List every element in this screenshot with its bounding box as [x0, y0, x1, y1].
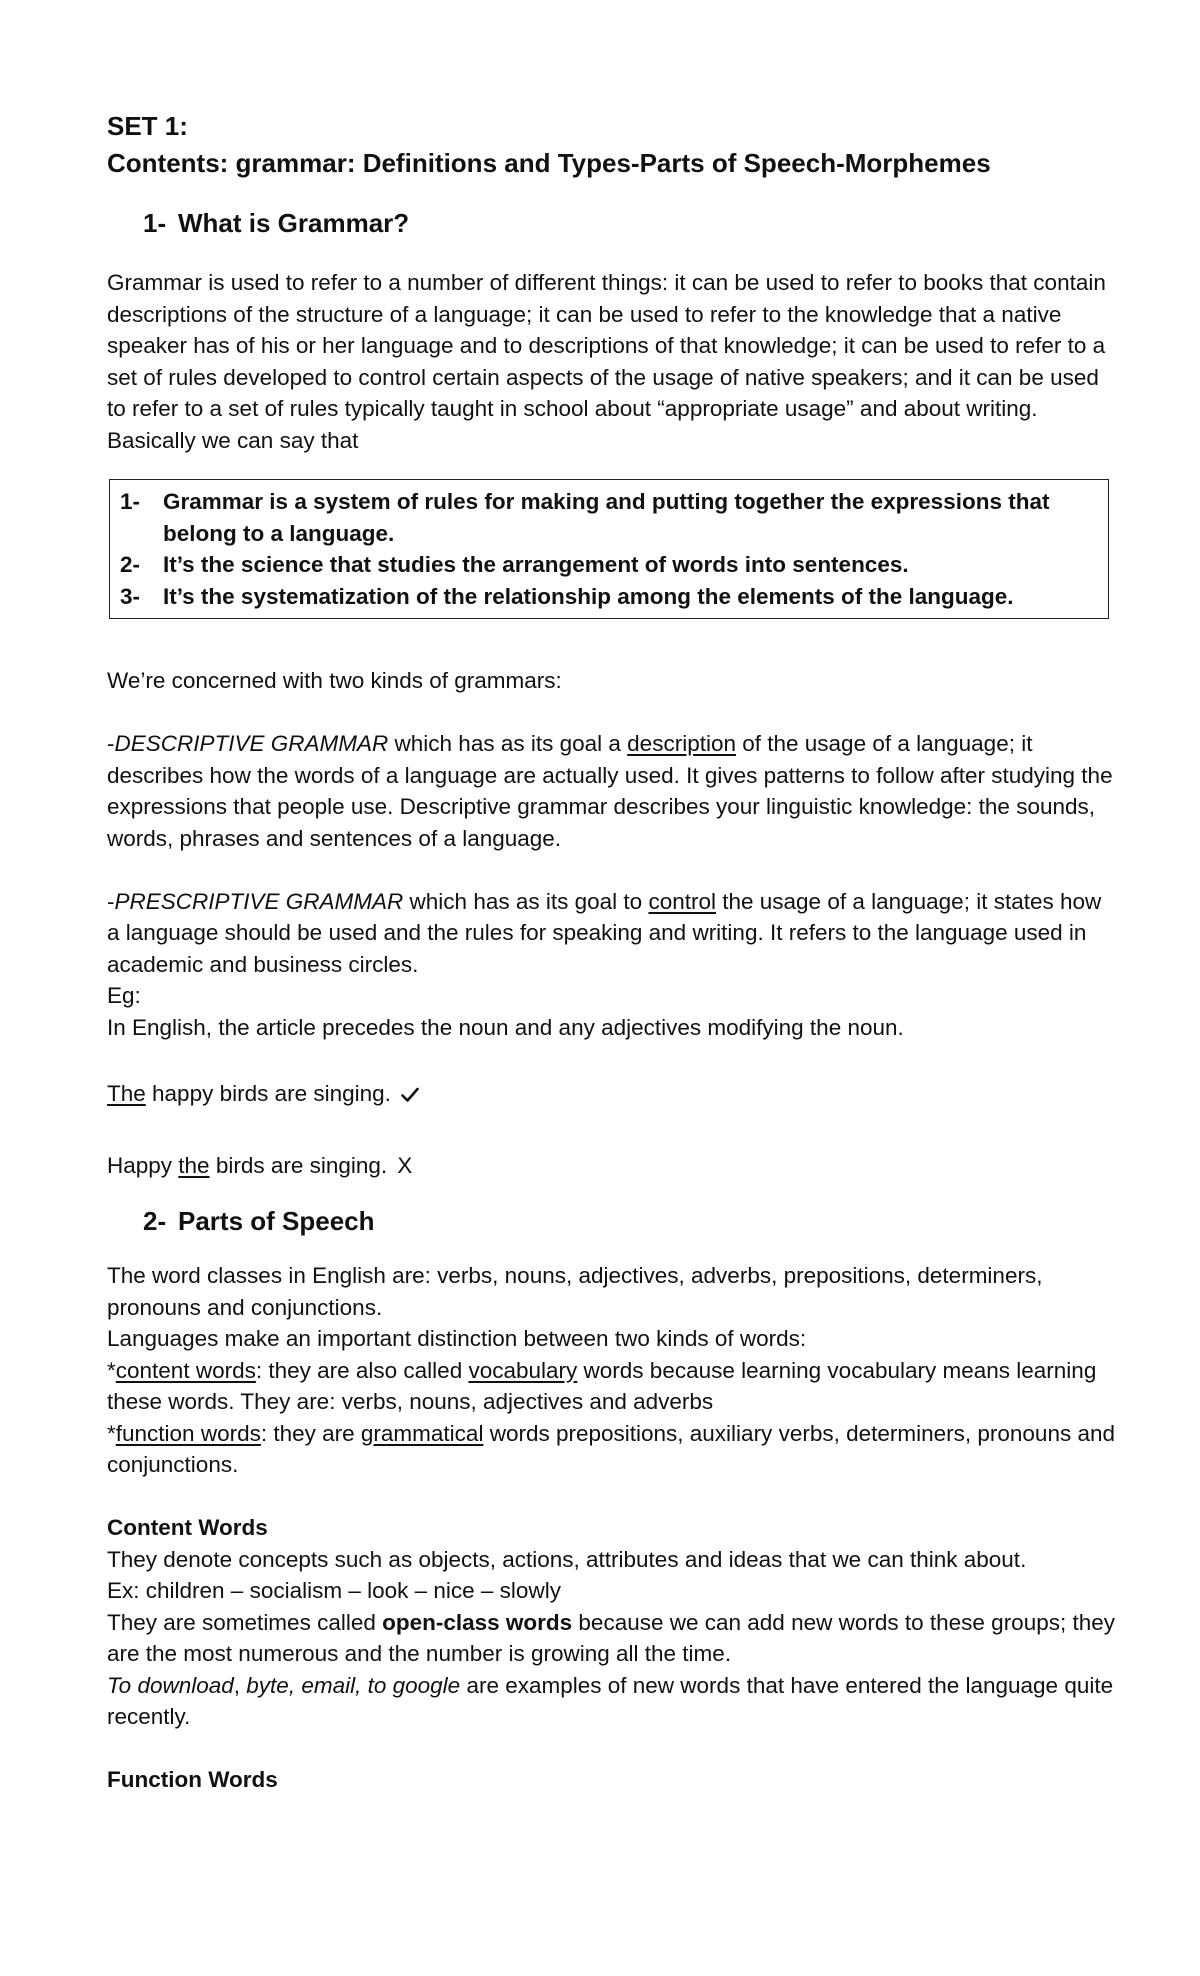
section-1-number: 1-: [143, 208, 167, 238]
section-2-number: 2-: [143, 1206, 167, 1236]
document-page: [107, 108, 1117, 1796]
descriptive-grammar-paragraph: -DESCRIPTIVE GRAMMAR which has as its goal a description of the usage of a language; it describes how the words of a language are actually used. It gives patterns to follow after studying the expressions that people use. Descriptive grammar describes your linguistic knowledge: the sounds, words, phrases and sentences of a language.: [107, 731, 1113, 851]
box-item: 3- It’s the systematization of the relationship among the elements of the language.: [120, 583, 1014, 609]
function-words-heading: Function Words: [107, 1767, 278, 1792]
function-words-line: *function words: they are grammatical words prepositions, auxiliary verbs, determiners, pronouns and conjunctions.: [107, 1420, 1115, 1477]
content-words-heading: Content Words: [107, 1515, 268, 1540]
eg-text: In English, the article precedes the noun and any adjectives modifying the noun.: [107, 1014, 904, 1040]
prescriptive-grammar-term: PRESCRIPTIVE GRAMMAR: [114, 888, 404, 914]
checkmark-icon: [401, 1078, 419, 1110]
definitions-box: [109, 479, 1109, 619]
eg-label: Eg:: [107, 983, 141, 1008]
cross-mark-icon: X: [397, 1152, 413, 1178]
content-words-definition: They denote concepts such as objects, actions, attributes and ideas that we can think about.: [107, 1546, 1027, 1572]
descriptive-grammar-term: DESCRIPTIVE GRAMMAR: [114, 731, 389, 756]
control-keyword: control: [648, 888, 716, 914]
box-item: 1- Grammar is a system of rules for making and putting together the expressions that belong to a language.: [120, 489, 1050, 546]
section-1-title: What is Grammar?: [178, 208, 410, 238]
section-2-title: Parts of Speech: [178, 1206, 375, 1236]
distinction-line: Languages make an important distinction between two kinds of words:: [107, 1326, 807, 1351]
open-class-paragraph: They are sometimes called open-class words because we can add new words to these groups; they are the most numerous and the number is growing all the time.: [107, 1609, 1116, 1666]
section-2-heading: [107, 1203, 1117, 1240]
prescriptive-grammar-paragraph: -PRESCRIPTIVE GRAMMAR which has as its goal to control the usage of a language; it states how a language should be used and the rules for speaking and writing. It refers to the language used in academic and business circles.: [107, 888, 1102, 977]
new-words-paragraph: To download, byte, email, to google are examples of new words that have entered the language quite recently.: [107, 1672, 1114, 1729]
two-kinds-line: We’re concerned with two kinds of grammars:: [107, 668, 562, 693]
content-words-examples: Ex: children – socialism – look – nice – slowly: [107, 1578, 561, 1603]
section-1-heading: [107, 205, 1117, 242]
correct-example: The happy birds are singing.: [107, 1078, 1117, 1110]
basically-line: Basically we can say that: [107, 427, 359, 453]
contents-title: Contents: grammar: Definitions and Types-Parts of Speech-Morphemes: [107, 148, 991, 178]
content-words-line: *content words: they are also called vocabulary words because learning vocabulary means learning these words. They are: verbs, nouns, adjectives and adverbs: [107, 1357, 1097, 1414]
box-item: 2- It’s the science that studies the arrangement of words into sentences.: [120, 552, 909, 577]
grammar-definition-paragraph: Grammar is used to refer to a number of different things: it can be used to refer to books that contain descriptions of the structure of a language; it can be used to refer to the knowledge that a native speaker has of his or her language and to descriptions of that knowledge; it can be used to refer to a set of rules developed to control certain aspects of the usage of native speakers; and it can be used to refer to a set of rules typically taught in school about “appropriate usage” and about writing.: [107, 270, 1106, 421]
incorrect-example: Happy the birds are singing. X: [107, 1150, 1117, 1182]
description-keyword: description: [627, 731, 736, 756]
word-classes-paragraph: The word classes in English are: verbs, nouns, adjectives, adverbs, prepositions, determiners, pronouns and conjunctions.: [107, 1263, 1043, 1320]
set-title: SET 1:: [107, 111, 188, 141]
